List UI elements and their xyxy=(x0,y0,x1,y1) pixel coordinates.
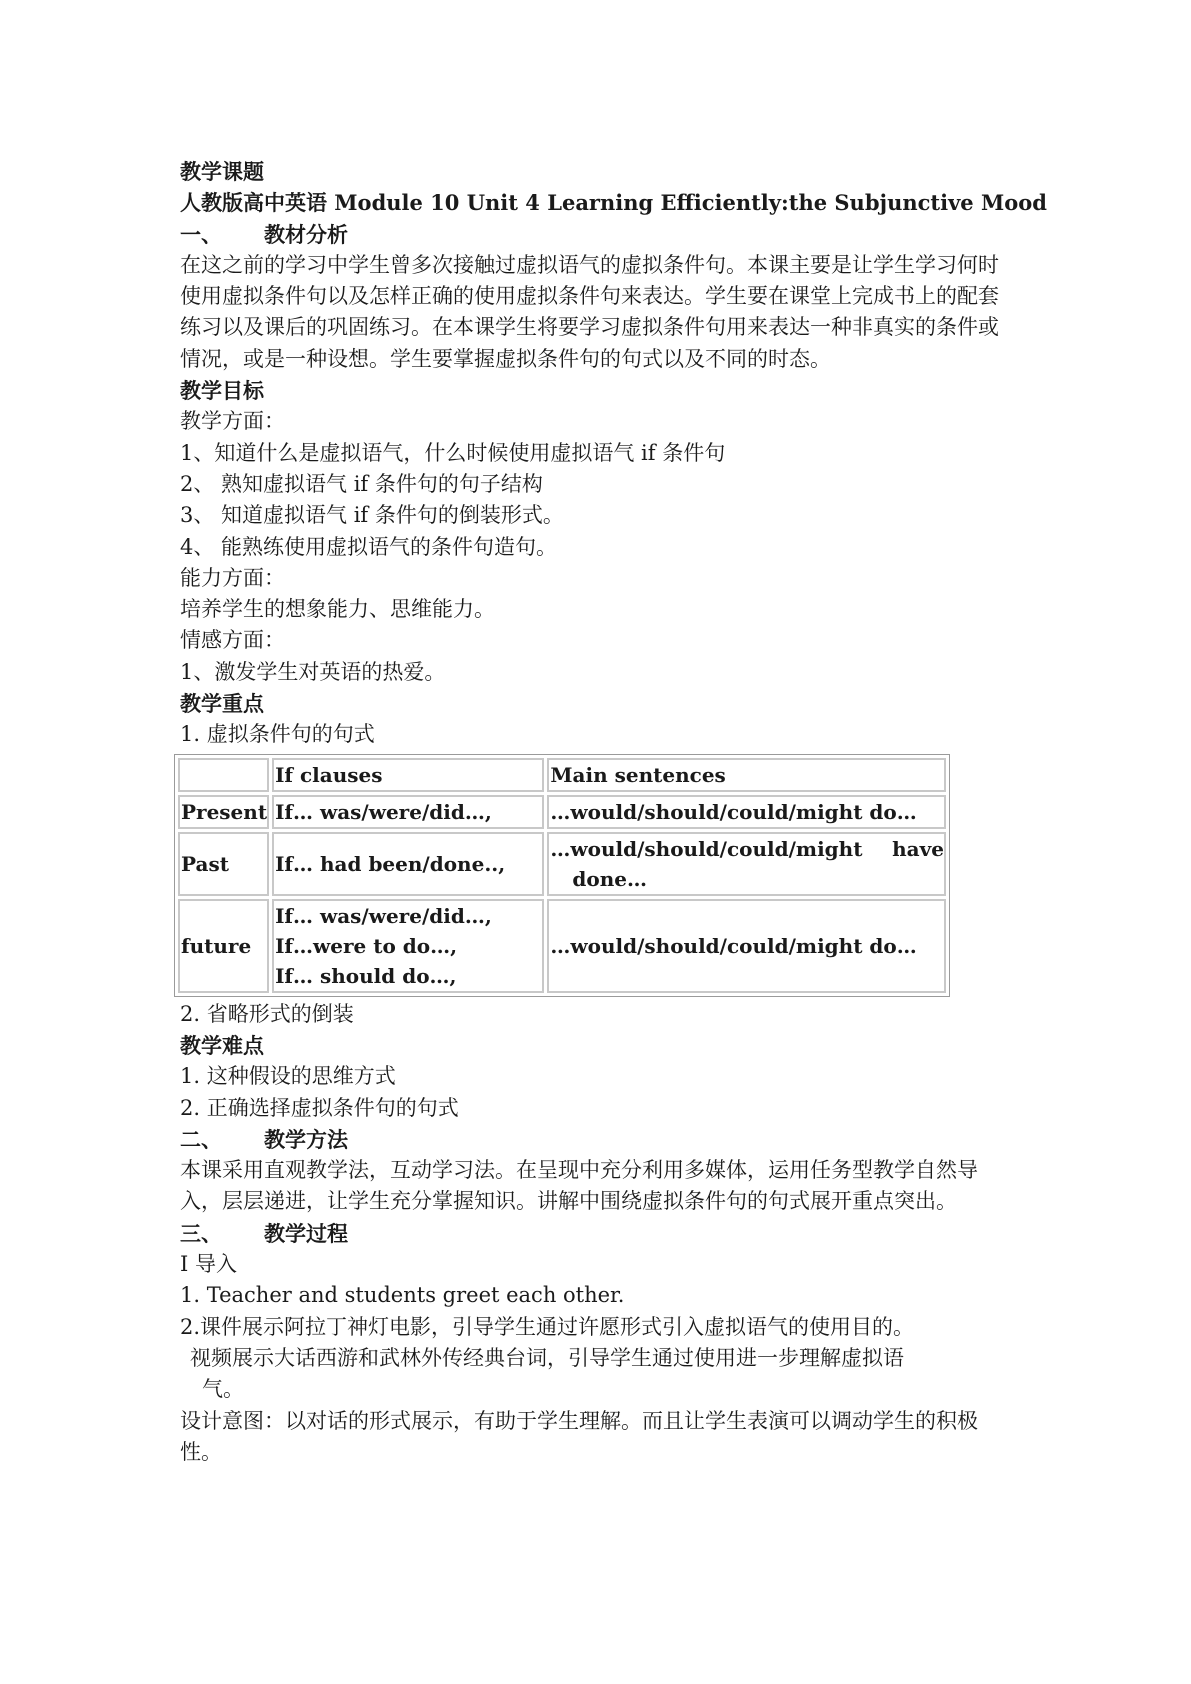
section-1-heading: 一、 教材分析 xyxy=(180,221,348,247)
ability-text: 培养学生的想象能力、思维能力。 xyxy=(180,597,495,622)
table-header-if: If clauses xyxy=(272,758,544,792)
past-main-continued: done… xyxy=(572,866,647,891)
key-point-1: 1. 虚拟条件句的句式 xyxy=(180,722,375,747)
process-step-2b: 视频展示大话西游和武林外传经典台词，引导学生通过使用进一步理解虚拟语 xyxy=(190,1345,904,1370)
section-2-body: 本课采用直观教学法，互动学习法。在呈现中充分利用多媒体，运用任务型教学自然导入，层层递进，让学生充分掌握知识。讲解中围绕虚拟条件句的句式展开重点突出。 xyxy=(180,1158,978,1214)
section-1-body: 在这之前的学习中学生曾多次接触过虚拟语气的虚拟条件句。本课主要是让学生学习何时使用虚拟条件句以及怎样正确的使用虚拟条件句来表达。学生要在课堂上完成书上的配套练习以及课后的巩固练习。在本课学生将要学习虚拟条件句用来表达一种非真实的条件或情况，或是一种设想。学生要掌握虚拟条件句的句式以及不同的时态。 xyxy=(180,252,999,371)
design-intent: 设计意图：以对话的形式展示，有助于学生理解。而且让学生表演可以调动学生的积极性。 xyxy=(180,1408,978,1464)
process-step-1: 1. Teacher and students greet each other. xyxy=(180,1283,625,1308)
future-if-line: If… should do…, xyxy=(275,963,457,988)
table-row-future xyxy=(178,899,946,993)
past-main-line: …would/should/could/might have xyxy=(550,836,944,861)
teaching-item: 4、 能熟练使用虚拟语气的条件句造句。 xyxy=(180,534,558,559)
section-3-sub: I 导入 xyxy=(180,1252,237,1277)
table-row-label: future xyxy=(178,899,269,993)
table-row-past xyxy=(178,832,946,896)
section-2-heading: 二、 教学方法 xyxy=(180,1126,348,1152)
table-cell-main: …would/should/could/might do… xyxy=(547,899,946,993)
table-cell-if xyxy=(272,899,544,993)
difficulty-item: 1. 这种假设的思维方式 xyxy=(180,1064,396,1089)
title-label: 教学课题 xyxy=(180,159,264,184)
table-row-present xyxy=(178,795,946,829)
key-point-2: 2. 省略形式的倒装 xyxy=(180,1001,354,1026)
table-cell-main: …would/should/could/might do… xyxy=(547,795,946,829)
table-row-label: Past xyxy=(178,832,269,896)
table-cell-if: If… had been/done.., xyxy=(272,832,544,896)
process-step-2: 2.课件展示阿拉丁神灯电影，引导学生通过许愿形式引入虚拟语气的使用目的。 xyxy=(180,1314,915,1339)
difficulty-item: 2. 正确选择虚拟条件句的句式 xyxy=(180,1095,459,1120)
teaching-item: 1、知道什么是虚拟语气，什么时候使用虚拟语气 if 条件句 xyxy=(180,440,726,465)
ability-label: 能力方面： xyxy=(180,565,285,590)
process-step-2c: 气。 xyxy=(202,1377,244,1402)
section-3-heading: 三、 教学过程 xyxy=(180,1220,348,1246)
course-title: 人教版高中英语 Module 10 Unit 4 Learning Efficiently:the Subjunctive Mood xyxy=(180,190,1047,216)
teaching-item: 2、 熟知虚拟语气 if 条件句的句子结构 xyxy=(180,471,543,496)
teaching-item: 3、 知道虚拟语气 if 条件句的倒装形式。 xyxy=(180,503,564,528)
table-header-row xyxy=(178,758,946,792)
table-cell-if: If… was/were/did…, xyxy=(272,795,544,829)
goals-heading: 教学目标 xyxy=(180,378,264,404)
teaching-label: 教学方面： xyxy=(180,409,285,434)
table-cell xyxy=(178,758,269,792)
key-points-heading: 教学重点 xyxy=(180,691,264,717)
emotion-text: 1、激发学生对英语的热爱。 xyxy=(180,659,446,684)
table-row-label: Present xyxy=(178,795,269,829)
table-header-main: Main sentences xyxy=(547,758,946,792)
future-if-line: If… was/were/did…, xyxy=(275,903,492,928)
document-page xyxy=(180,156,1047,1468)
subjunctive-table xyxy=(174,754,950,997)
future-if-line: If…were to do…, xyxy=(275,933,458,958)
table-cell-main xyxy=(547,832,946,896)
emotion-label: 情感方面： xyxy=(180,628,285,653)
difficulties-heading: 教学难点 xyxy=(180,1032,264,1058)
